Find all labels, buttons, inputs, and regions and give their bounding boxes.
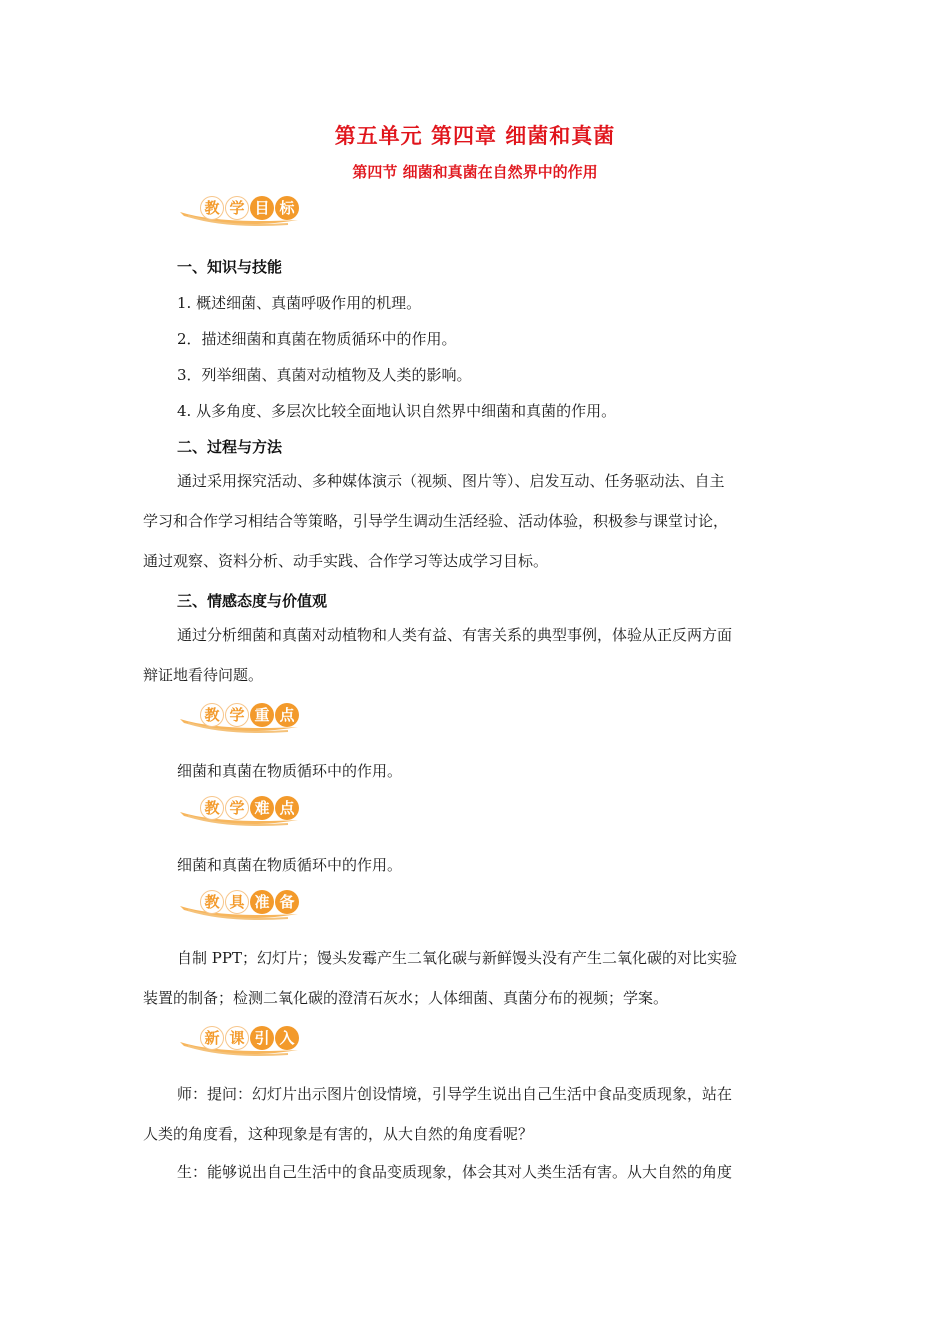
- badge-char: 难: [250, 796, 274, 820]
- student-paragraph: [143, 1152, 807, 1192]
- heading-process-methods: 二、过程与方法: [177, 438, 283, 456]
- badge-char: 学: [225, 796, 249, 820]
- badge-char: 标: [275, 196, 299, 220]
- objective-item: 4. 从多角度、多层次比较全面地认识自然界中细菌和真菌的作用。: [177, 402, 617, 420]
- difficulties-text: 细菌和真菌在物质循环中的作用。: [177, 856, 403, 874]
- badge-char: 学: [225, 196, 249, 220]
- objectives-badge: [178, 190, 308, 234]
- badge-char: 具: [225, 890, 249, 914]
- heading-attitude-values: 三、情感态度与价值观: [177, 592, 328, 610]
- attitude-values-paragraph: [143, 615, 807, 695]
- badge-char: 教: [200, 796, 224, 820]
- materials-paragraph: [143, 938, 807, 1018]
- badge-char: 入: [275, 1026, 299, 1050]
- teacher-paragraph: [143, 1074, 807, 1154]
- process-methods-paragraph: [143, 461, 807, 581]
- materials-badge: [178, 884, 308, 928]
- paragraph-line: 生：能够说出自己生活中的食品变质现象，体会其对人类生活有害。从大自然的角度: [177, 1163, 733, 1181]
- badge-char: 教: [200, 890, 224, 914]
- badge-char: 点: [275, 703, 299, 727]
- paragraph-line: 学习和合作学习相结合等策略，引导学生调动生活经验、活动体验，积极参与课堂讨论，: [143, 512, 729, 530]
- badge-char: 新: [200, 1026, 224, 1050]
- key-points-badge: [178, 697, 308, 741]
- document-title: 第五单元 第四章 细菌和真菌: [334, 124, 616, 148]
- badge-char: 目: [250, 196, 274, 220]
- key-points-text: 细菌和真菌在物质循环中的作用。: [177, 762, 403, 780]
- badge-char: 点: [275, 796, 299, 820]
- section-subtitle: 第四节 细菌和真菌在自然界中的作用: [352, 163, 598, 181]
- objective-item: 1. 概述细菌、真菌呼吸作用的机理。: [177, 294, 422, 312]
- badge-char: 备: [275, 890, 299, 914]
- paragraph-line: 装置的制备；检测二氧化碳的澄清石灰水；人体细菌、真菌分布的视频；学案。: [143, 989, 669, 1007]
- paragraph-line: 通过采用探究活动、多种媒体演示（视频、图片等）、启发互动、任务驱动法、自主: [177, 472, 725, 490]
- paragraph-line: 通过分析细菌和真菌对动植物和人类有益、有害关系的典型事例，体验从正反两方面: [177, 626, 733, 644]
- objective-item: 2．描述细菌和真菌在物质循环中的作用。: [177, 330, 457, 348]
- badge-char: 学: [225, 703, 249, 727]
- badge-char: 重: [250, 703, 274, 727]
- paragraph-line: 师：提问：幻灯片出示图片创设情境，引导学生说出自己生活中食品变质现象，站在: [177, 1085, 733, 1103]
- paragraph-line: 自制 PPT；幻灯片；馒头发霉产生二氧化碳与新鲜馒头没有产生二氧化碳的对比实验: [177, 949, 737, 967]
- heading-knowledge-skills: 一、知识与技能: [177, 258, 283, 276]
- badge-char: 课: [225, 1026, 249, 1050]
- paragraph-line: 人类的角度看，这种现象是有害的，从大自然的角度看呢？: [143, 1125, 534, 1143]
- badge-char: 教: [200, 703, 224, 727]
- badge-char: 教: [200, 196, 224, 220]
- badge-char: 准: [250, 890, 274, 914]
- badge-char: 引: [250, 1026, 274, 1050]
- objective-item: 3．列举细菌、真菌对动植物及人类的影响。: [177, 366, 472, 384]
- paragraph-line: 通过观察、资料分析、动手实践、合作学习等达成学习目标。: [143, 552, 549, 570]
- intro-badge: [178, 1020, 308, 1064]
- paragraph-line: 辩证地看待问题。: [143, 666, 264, 684]
- difficulties-badge: [178, 790, 308, 834]
